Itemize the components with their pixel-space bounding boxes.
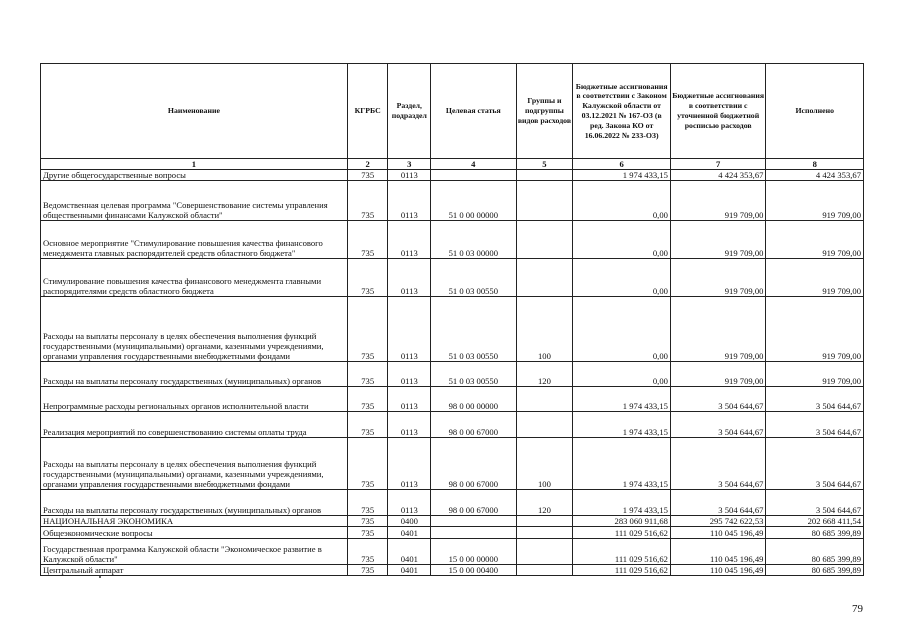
row-kgrbs: 735 xyxy=(347,490,388,516)
row-section: 0113 xyxy=(388,259,431,297)
row-section: 0113 xyxy=(388,438,431,490)
row-budget-refined: 3 504 644,67 xyxy=(670,412,766,438)
row-section: 0113 xyxy=(388,297,431,362)
row-executed: 80 685 399,89 xyxy=(766,527,864,539)
row-group xyxy=(516,170,573,181)
row-target: 51 0 03 00550 xyxy=(431,259,516,297)
row-kgrbs: 735 xyxy=(347,221,388,259)
row-target: 98 0 00 00000 xyxy=(431,387,516,412)
row-budget-law: 111 029 516,62 xyxy=(573,565,671,576)
row-executed: 919 709,00 xyxy=(766,181,864,221)
row-name: Реализация мероприятий по совершенствованию системы оплаты труда xyxy=(41,412,348,438)
stray-mark xyxy=(99,576,101,578)
row-target xyxy=(431,170,516,181)
row-executed: 4 424 353,67 xyxy=(766,170,864,181)
row-kgrbs: 735 xyxy=(347,170,388,181)
row-budget-refined: 3 504 644,67 xyxy=(670,387,766,412)
header-budget-refined: Бюджетные ассигнования в соответствии с уточненной бюджетной росписью расходов xyxy=(670,64,766,159)
row-budget-law: 111 029 516,62 xyxy=(573,539,671,565)
row-section: 0113 xyxy=(388,221,431,259)
table-row xyxy=(41,527,864,539)
row-kgrbs: 735 xyxy=(347,362,388,387)
row-name: Основное мероприятие "Стимулирование повышения качества финансового менеджмента главных распорядителей средств областного бюджета" xyxy=(41,221,348,259)
row-section: 0113 xyxy=(388,387,431,412)
row-target: 15 0 00 00400 xyxy=(431,565,516,576)
row-budget-refined: 110 045 196,49 xyxy=(670,527,766,539)
row-group: 100 xyxy=(516,438,573,490)
table-row xyxy=(41,297,864,362)
table-row xyxy=(41,539,864,565)
header-budget-law: Бюджетные ассигнования в соответствии с Законом Калужской области от 03.12.2021 № 167-ОЗ (в ред. Закона КО от 16.06.2022 № 233-ОЗ) xyxy=(573,64,671,159)
row-name: Расходы на выплаты персоналу в целях обеспечения выполнения функций государственными (муниципальными) органами, казенными учреждениями, органами управления государственными внебюджетными фондами xyxy=(41,438,348,490)
table-row xyxy=(41,490,864,516)
row-budget-law: 1 974 433,15 xyxy=(573,170,671,181)
header-row xyxy=(41,64,864,159)
row-target: 98 0 00 67000 xyxy=(431,490,516,516)
header-target: Целевая статья xyxy=(431,64,516,159)
table-row xyxy=(41,259,864,297)
column-number: 1 xyxy=(41,159,348,170)
column-number: 5 xyxy=(516,159,573,170)
row-kgrbs: 735 xyxy=(347,527,388,539)
row-name: Ведомственная целевая программа "Совершенствование системы управления общественными финансами Калужской области" xyxy=(41,181,348,221)
row-name: Расходы на выплаты персоналу государственных (муниципальных) органов xyxy=(41,490,348,516)
row-group xyxy=(516,527,573,539)
row-section: 0400 xyxy=(388,516,431,527)
row-group: 100 xyxy=(516,297,573,362)
header-name: Наименование xyxy=(41,64,348,159)
row-section: 0113 xyxy=(388,412,431,438)
row-executed: 919 709,00 xyxy=(766,362,864,387)
header-kgrbs: КГРБС xyxy=(347,64,388,159)
row-executed: 80 685 399,89 xyxy=(766,565,864,576)
row-budget-refined: 4 424 353,67 xyxy=(670,170,766,181)
row-section: 0113 xyxy=(388,181,431,221)
row-executed: 919 709,00 xyxy=(766,297,864,362)
row-target: 51 0 03 00550 xyxy=(431,362,516,387)
row-budget-law: 0,00 xyxy=(573,362,671,387)
row-section: 0401 xyxy=(388,539,431,565)
table-row xyxy=(41,221,864,259)
row-kgrbs: 735 xyxy=(347,181,388,221)
table-row xyxy=(41,565,864,576)
row-budget-refined: 110 045 196,49 xyxy=(670,565,766,576)
row-section: 0113 xyxy=(388,490,431,516)
table-row xyxy=(41,516,864,527)
row-section: 0401 xyxy=(388,527,431,539)
row-target: 51 0 03 00550 xyxy=(431,297,516,362)
row-kgrbs: 735 xyxy=(347,516,388,527)
row-target: 15 0 00 00000 xyxy=(431,539,516,565)
row-target: 98 0 00 67000 xyxy=(431,412,516,438)
row-budget-law: 283 060 911,68 xyxy=(573,516,671,527)
row-budget-law: 0,00 xyxy=(573,297,671,362)
row-kgrbs: 735 xyxy=(347,297,388,362)
row-section: 0113 xyxy=(388,362,431,387)
row-name: Расходы на выплаты персоналу в целях обеспечения выполнения функций государственными (муниципальными) органами, казенными учреждениями, органами управления государственными внебюджетными фондами xyxy=(41,297,348,362)
row-group xyxy=(516,412,573,438)
table-row xyxy=(41,412,864,438)
row-name: Государственная программа Калужской области "Экономическое развитие в Калужской области" xyxy=(41,539,348,565)
row-group xyxy=(516,387,573,412)
row-group xyxy=(516,516,573,527)
row-target: 51 0 00 00000 xyxy=(431,181,516,221)
row-budget-law: 1 974 433,15 xyxy=(573,387,671,412)
row-kgrbs: 735 xyxy=(347,438,388,490)
row-group: 120 xyxy=(516,362,573,387)
row-name: Другие общегосударственные вопросы xyxy=(41,170,348,181)
row-group xyxy=(516,565,573,576)
column-number: 4 xyxy=(431,159,516,170)
row-kgrbs: 735 xyxy=(347,259,388,297)
table-row xyxy=(41,362,864,387)
row-kgrbs: 735 xyxy=(347,565,388,576)
row-budget-law: 1 974 433,15 xyxy=(573,490,671,516)
table-row xyxy=(41,170,864,181)
budget-table xyxy=(40,63,864,576)
row-budget-law: 1 974 433,15 xyxy=(573,412,671,438)
row-section: 0113 xyxy=(388,170,431,181)
header-groups: Группы и подгруппы видов расходов xyxy=(516,64,573,159)
table-row xyxy=(41,181,864,221)
row-executed: 3 504 644,67 xyxy=(766,412,864,438)
header-section: Раздел, подраздел xyxy=(388,64,431,159)
row-executed: 202 668 411,54 xyxy=(766,516,864,527)
header-executed: Исполнено xyxy=(766,64,864,159)
row-executed: 3 504 644,67 xyxy=(766,387,864,412)
row-budget-law: 0,00 xyxy=(573,221,671,259)
table-row xyxy=(41,387,864,412)
page-number: 79 xyxy=(852,603,863,615)
row-budget-refined: 919 709,00 xyxy=(670,181,766,221)
row-name: Общеэкономические вопросы xyxy=(41,527,348,539)
row-executed: 919 709,00 xyxy=(766,221,864,259)
column-number: 3 xyxy=(388,159,431,170)
row-budget-law: 1 974 433,15 xyxy=(573,438,671,490)
row-target: 98 0 00 67000 xyxy=(431,438,516,490)
row-executed: 919 709,00 xyxy=(766,259,864,297)
row-group: 120 xyxy=(516,490,573,516)
row-kgrbs: 735 xyxy=(347,539,388,565)
column-number: 2 xyxy=(347,159,388,170)
row-budget-law: 0,00 xyxy=(573,181,671,221)
row-target: 51 0 03 00000 xyxy=(431,221,516,259)
column-number: 7 xyxy=(670,159,766,170)
column-number: 8 xyxy=(766,159,864,170)
row-name: Непрограммные расходы региональных органов исполнительной власти xyxy=(41,387,348,412)
row-name: Стимулирование повышения качества финансового менеджмента главными распорядителями средств областного бюджета xyxy=(41,259,348,297)
row-budget-refined: 919 709,00 xyxy=(670,221,766,259)
row-name: Центральный аппарат xyxy=(41,565,348,576)
row-name: Расходы на выплаты персоналу государственных (муниципальных) органов xyxy=(41,362,348,387)
row-budget-law: 111 029 516,62 xyxy=(573,527,671,539)
row-section: 0401 xyxy=(388,565,431,576)
row-executed: 3 504 644,67 xyxy=(766,438,864,490)
row-executed: 80 685 399,89 xyxy=(766,539,864,565)
row-budget-refined: 295 742 622,53 xyxy=(670,516,766,527)
row-target xyxy=(431,516,516,527)
table-row xyxy=(41,438,864,490)
row-budget-refined: 3 504 644,67 xyxy=(670,490,766,516)
row-group xyxy=(516,221,573,259)
row-group xyxy=(516,181,573,221)
row-group xyxy=(516,539,573,565)
row-name: НАЦИОНАЛЬНАЯ ЭКОНОМИКА xyxy=(41,516,348,527)
column-number-row xyxy=(41,159,864,170)
table-body xyxy=(41,170,864,576)
row-budget-refined: 919 709,00 xyxy=(670,362,766,387)
row-budget-refined: 3 504 644,67 xyxy=(670,438,766,490)
row-group xyxy=(516,259,573,297)
row-budget-refined: 919 709,00 xyxy=(670,259,766,297)
row-kgrbs: 735 xyxy=(347,412,388,438)
row-budget-refined: 110 045 196,49 xyxy=(670,539,766,565)
row-budget-law: 0,00 xyxy=(573,259,671,297)
row-kgrbs: 735 xyxy=(347,387,388,412)
row-executed: 3 504 644,67 xyxy=(766,490,864,516)
row-target xyxy=(431,527,516,539)
row-budget-refined: 919 709,00 xyxy=(670,297,766,362)
column-number: 6 xyxy=(573,159,671,170)
